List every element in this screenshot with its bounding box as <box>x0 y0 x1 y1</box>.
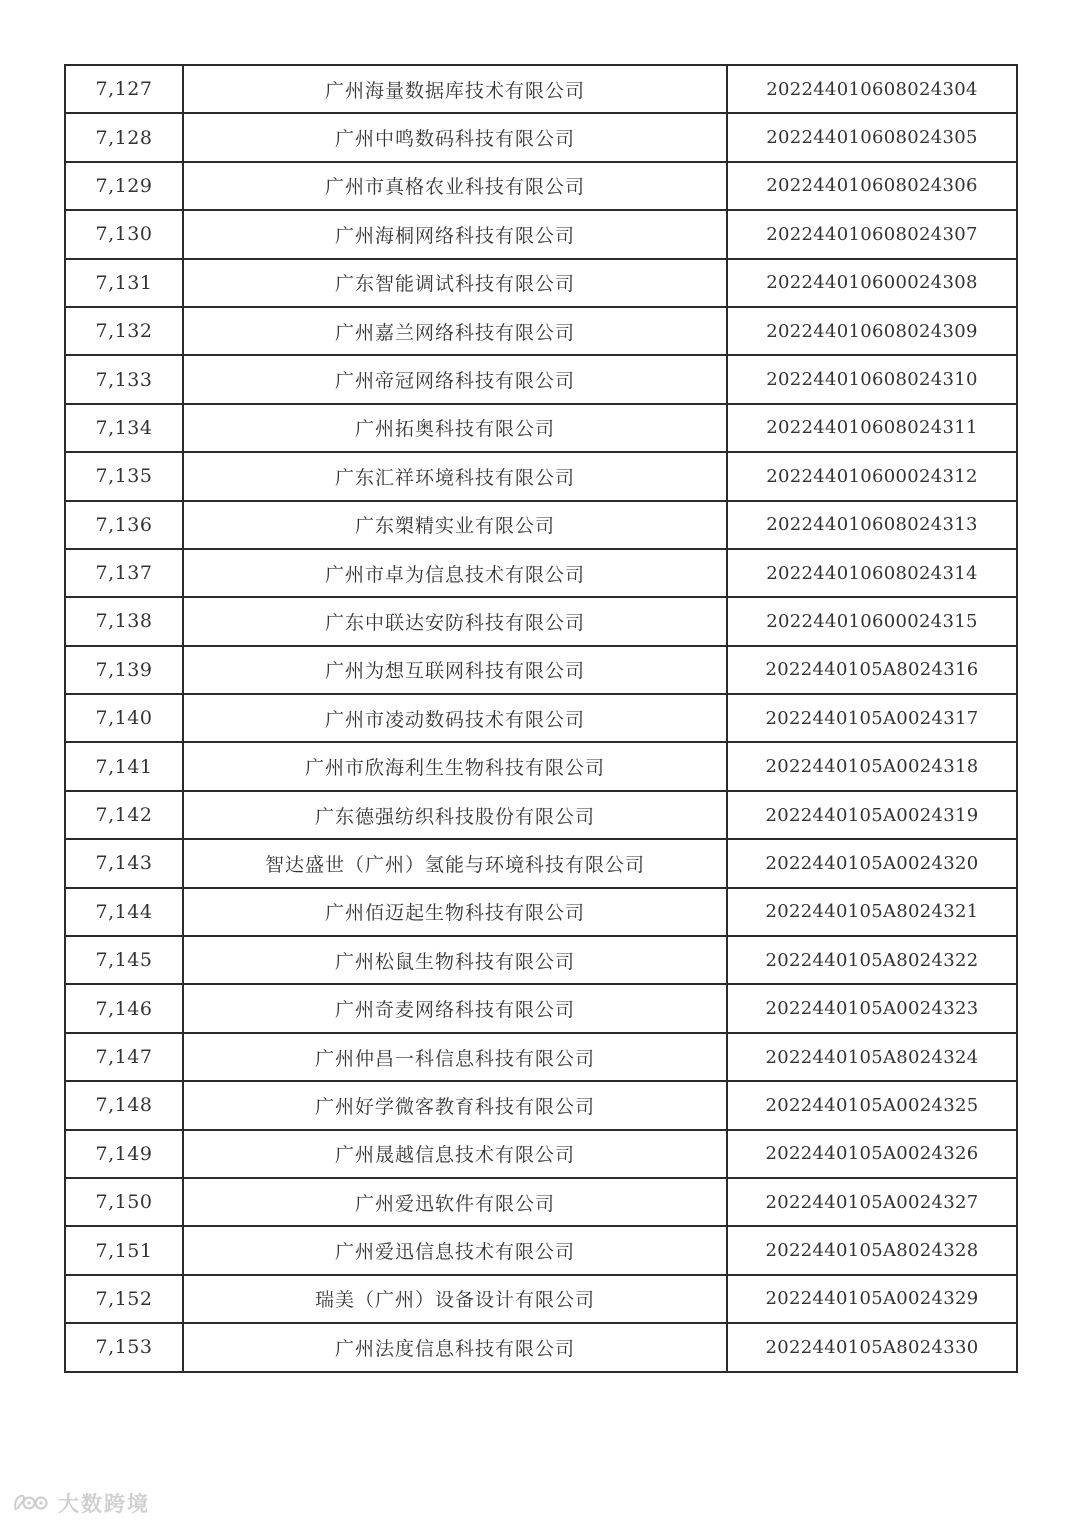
company-name: 广州为想互联网科技有限公司 <box>183 646 727 694</box>
company-name: 智达盛世（广州）氢能与环境科技有限公司 <box>183 839 727 887</box>
table-row <box>65 162 1017 210</box>
company-name: 广州海桐网络科技有限公司 <box>183 210 727 258</box>
registration-code: 202244010608024313 <box>727 501 1017 549</box>
table-row <box>65 646 1017 694</box>
table-row <box>65 404 1017 452</box>
registration-code: 2022440105A8024322 <box>727 936 1017 984</box>
row-sequence-number: 7,131 <box>65 259 183 307</box>
row-sequence-number: 7,140 <box>65 694 183 742</box>
table-row <box>65 984 1017 1032</box>
company-name: 广州仲昌一科信息科技有限公司 <box>183 1033 727 1081</box>
registration-code: 202244010600024315 <box>727 597 1017 645</box>
registration-code: 202244010608024310 <box>727 355 1017 403</box>
company-name: 广州市真格农业科技有限公司 <box>183 162 727 210</box>
table-row <box>65 452 1017 500</box>
table-row <box>65 839 1017 887</box>
registration-code: 2022440105A0024327 <box>727 1178 1017 1226</box>
registration-code: 2022440105A0024320 <box>727 839 1017 887</box>
row-sequence-number: 7,136 <box>65 501 183 549</box>
company-name: 广州法度信息科技有限公司 <box>183 1323 727 1371</box>
table-row <box>65 549 1017 597</box>
table-body <box>65 65 1017 1372</box>
row-sequence-number: 7,147 <box>65 1033 183 1081</box>
registration-code: 2022440105A0024326 <box>727 1130 1017 1178</box>
registration-code: 2022440105A8024328 <box>727 1226 1017 1274</box>
table-row <box>65 742 1017 790</box>
registration-code: 202244010608024311 <box>727 404 1017 452</box>
row-sequence-number: 7,153 <box>65 1323 183 1371</box>
table-row <box>65 210 1017 258</box>
table-row <box>65 1226 1017 1274</box>
table-row <box>65 307 1017 355</box>
company-name: 广东中联达安防科技有限公司 <box>183 597 727 645</box>
row-sequence-number: 7,134 <box>65 404 183 452</box>
row-sequence-number: 7,135 <box>65 452 183 500</box>
row-sequence-number: 7,127 <box>65 65 183 113</box>
company-name: 广东槊精实业有限公司 <box>183 501 727 549</box>
table-row <box>65 888 1017 936</box>
company-name: 广州市卓为信息技术有限公司 <box>183 549 727 597</box>
company-name: 广州中鸣数码科技有限公司 <box>183 113 727 161</box>
registration-code: 2022440105A8024330 <box>727 1323 1017 1371</box>
table-row <box>65 1081 1017 1129</box>
registration-code: 2022440105A8024321 <box>727 888 1017 936</box>
company-name: 广东德强纺织科技股份有限公司 <box>183 791 727 839</box>
row-sequence-number: 7,150 <box>65 1178 183 1226</box>
table-row <box>65 791 1017 839</box>
row-sequence-number: 7,145 <box>65 936 183 984</box>
row-sequence-number: 7,129 <box>65 162 183 210</box>
row-sequence-number: 7,143 <box>65 839 183 887</box>
company-name: 广州市凌动数码技术有限公司 <box>183 694 727 742</box>
row-sequence-number: 7,144 <box>65 888 183 936</box>
company-name: 广州帝冠网络科技有限公司 <box>183 355 727 403</box>
registration-code: 202244010608024306 <box>727 162 1017 210</box>
registration-code: 2022440105A8024324 <box>727 1033 1017 1081</box>
table-row <box>65 1323 1017 1371</box>
registration-code: 2022440105A0024323 <box>727 984 1017 1032</box>
company-name: 广州佰迈起生物科技有限公司 <box>183 888 727 936</box>
company-name: 瑞美（广州）设备设计有限公司 <box>183 1275 727 1323</box>
row-sequence-number: 7,138 <box>65 597 183 645</box>
row-sequence-number: 7,130 <box>65 210 183 258</box>
row-sequence-number: 7,139 <box>65 646 183 694</box>
company-name: 广东汇祥环境科技有限公司 <box>183 452 727 500</box>
table-row <box>65 1033 1017 1081</box>
company-name: 广州好学微客教育科技有限公司 <box>183 1081 727 1129</box>
registration-code: 2022440105A0024319 <box>727 791 1017 839</box>
company-name: 广州拓奥科技有限公司 <box>183 404 727 452</box>
company-name: 广州市欣海利生生物科技有限公司 <box>183 742 727 790</box>
table-row <box>65 1275 1017 1323</box>
registration-code: 202244010608024309 <box>727 307 1017 355</box>
company-name: 广州爱迅软件有限公司 <box>183 1178 727 1226</box>
table-row <box>65 597 1017 645</box>
row-sequence-number: 7,152 <box>65 1275 183 1323</box>
row-sequence-number: 7,151 <box>65 1226 183 1274</box>
company-name: 广州爱迅信息技术有限公司 <box>183 1226 727 1274</box>
table-row <box>65 259 1017 307</box>
registration-code: 2022440105A8024316 <box>727 646 1017 694</box>
table-row <box>65 355 1017 403</box>
row-sequence-number: 7,148 <box>65 1081 183 1129</box>
row-sequence-number: 7,132 <box>65 307 183 355</box>
registration-code: 2022440105A0024318 <box>727 742 1017 790</box>
registration-code: 2022440105A0024329 <box>727 1275 1017 1323</box>
company-registry-table <box>64 64 1018 1373</box>
company-name: 广州松鼠生物科技有限公司 <box>183 936 727 984</box>
registration-code: 202244010608024307 <box>727 210 1017 258</box>
row-sequence-number: 7,146 <box>65 984 183 1032</box>
brand-logo-icon <box>12 1492 52 1514</box>
table-row <box>65 65 1017 113</box>
row-sequence-number: 7,142 <box>65 791 183 839</box>
registration-code: 202244010608024305 <box>727 113 1017 161</box>
row-sequence-number: 7,149 <box>65 1130 183 1178</box>
row-sequence-number: 7,128 <box>65 113 183 161</box>
company-name: 广州晟越信息技术有限公司 <box>183 1130 727 1178</box>
row-sequence-number: 7,133 <box>65 355 183 403</box>
row-sequence-number: 7,141 <box>65 742 183 790</box>
row-sequence-number: 7,137 <box>65 549 183 597</box>
registration-code: 202244010600024308 <box>727 259 1017 307</box>
registration-code: 2022440105A0024317 <box>727 694 1017 742</box>
registration-code: 202244010608024314 <box>727 549 1017 597</box>
watermark <box>12 1490 150 1516</box>
table-row <box>65 1178 1017 1226</box>
registration-code: 202244010600024312 <box>727 452 1017 500</box>
table-row <box>65 501 1017 549</box>
watermark-text: 大数跨境 <box>58 1492 150 1516</box>
table-row <box>65 1130 1017 1178</box>
document-page <box>64 64 1016 1373</box>
table-row <box>65 113 1017 161</box>
company-name: 广州奇麦网络科技有限公司 <box>183 984 727 1032</box>
company-name: 广州嘉兰网络科技有限公司 <box>183 307 727 355</box>
registration-code: 2022440105A0024325 <box>727 1081 1017 1129</box>
company-name: 广州海量数据库技术有限公司 <box>183 65 727 113</box>
table-row <box>65 936 1017 984</box>
company-name: 广东智能调试科技有限公司 <box>183 259 727 307</box>
table-row <box>65 694 1017 742</box>
registration-code: 202244010608024304 <box>727 65 1017 113</box>
